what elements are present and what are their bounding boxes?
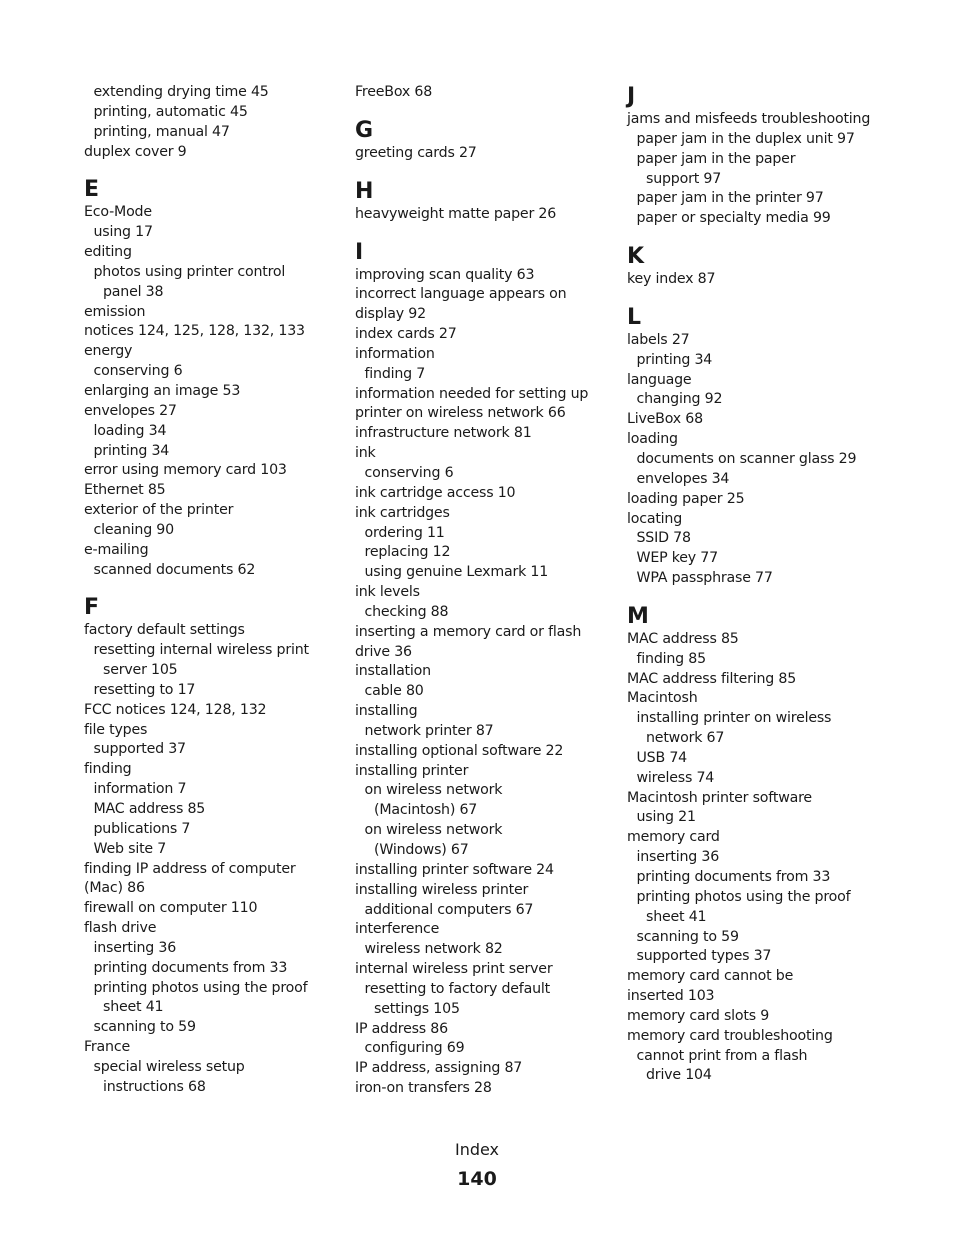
index-subentry: support 97: [646, 170, 722, 187]
index-entry: finding: [84, 761, 132, 778]
index-entry: language: [627, 371, 692, 388]
index-subentry: network printer 87: [364, 722, 494, 739]
index-subentry: panel 38: [103, 283, 164, 300]
index-entry: firewall on computer 110: [84, 900, 258, 917]
index-entry: finding IP address of computer: [84, 860, 296, 877]
index-entry: memory card: [627, 829, 720, 846]
index-entry: ink cartridges: [355, 504, 450, 521]
index-subentry: documents on scanner glass 29: [636, 450, 857, 467]
index-entry: display 92: [355, 306, 426, 323]
index-entry: Ethernet 85: [84, 482, 166, 499]
index-entry: information needed for setting up: [355, 385, 589, 402]
index-subentry: on wireless network: [364, 822, 503, 839]
index-entry: energy: [84, 343, 133, 360]
index-entry: FCC notices 124, 128, 132: [84, 701, 267, 718]
index-letter-heading: E: [84, 177, 100, 203]
index-subentry: resetting to 17: [93, 681, 196, 698]
index-subentry: on wireless network: [364, 782, 503, 799]
index-subentry: instructions 68: [103, 1078, 206, 1095]
index-subentry: server 105: [103, 662, 178, 679]
index-letter-heading: G: [355, 117, 374, 143]
index-subentry: checking 88: [364, 603, 449, 620]
index-subentry: additional computers 67: [364, 901, 534, 918]
index-subentry: SSID 78: [636, 530, 691, 547]
index-entry: IP address 86: [355, 1020, 448, 1037]
index-subentry: cleaning 90: [93, 521, 174, 538]
index-entry: internal wireless print server: [355, 961, 553, 978]
index-subentry: cannot print from a flash: [636, 1047, 808, 1064]
index-entry: infrastructure network 81: [355, 425, 532, 442]
index-entry: installing printer: [355, 762, 469, 779]
index-entry: heavyweight matte paper 26: [355, 205, 557, 222]
index-letter-heading: M: [627, 603, 649, 629]
index-entry: index cards 27: [355, 326, 457, 343]
index-subentry: publications 7: [93, 820, 191, 837]
index-subentry: USB 74: [636, 749, 687, 766]
index-entry: editing: [84, 244, 132, 261]
index-entry: enlarging an image 53: [84, 382, 241, 399]
index-subentry: scanned documents 62: [93, 561, 256, 578]
index-entry: printer on wireless network 66: [355, 405, 566, 422]
page-number: 140: [457, 1168, 497, 1190]
index-entry: drive 36: [355, 643, 412, 660]
index-entry: e-mailing: [84, 541, 149, 558]
index-entry: inserted 103: [627, 988, 715, 1005]
index-column-2: [355, 83, 617, 1099]
index-entry: ink cartridge access 10: [355, 484, 516, 501]
index-letter-heading: I: [355, 239, 364, 265]
index-subentry: changing 92: [636, 391, 723, 408]
index-subentry: WEP key 77: [636, 550, 718, 567]
index-subentry: resetting to factory default: [364, 980, 550, 997]
index-entry: installing: [355, 703, 418, 720]
index-entry: factory default settings: [84, 622, 245, 639]
index-subentry: envelopes 34: [636, 470, 730, 487]
index-subentry: loading 34: [93, 422, 167, 439]
index-entry: duplex cover 9: [84, 143, 187, 160]
index-entry: labels 27: [627, 331, 690, 348]
index-entry: exterior of the printer: [84, 502, 234, 519]
index-entry: notices 124, 125, 128, 132, 133: [84, 323, 305, 340]
index-entry: memory card cannot be: [627, 968, 794, 985]
index-entry: loading: [627, 431, 678, 448]
index-subentry: ordering 11: [364, 524, 445, 541]
index-entry: installing wireless printer: [355, 881, 529, 898]
index-entry: greeting cards 27: [355, 144, 477, 161]
index-subentry: resetting internal wireless print: [93, 642, 309, 659]
index-entry: locating: [627, 510, 683, 527]
index-subentry: supported types 37: [636, 948, 772, 965]
index-entry: loading paper 25: [627, 490, 745, 507]
index-subentry: photos using printer control: [93, 263, 286, 280]
index-entry: emission: [84, 303, 146, 320]
index-entry: Eco-Mode: [84, 204, 152, 221]
index-entry: file types: [84, 721, 148, 738]
index-subentry: printing photos using the proof: [636, 888, 851, 905]
index-subentry: sheet 41: [646, 908, 707, 925]
index-subentry: special wireless setup: [93, 1058, 245, 1075]
index-entry: information: [355, 345, 435, 362]
index-subentry: (Macintosh) 67: [374, 802, 478, 819]
index-subentry: printing, manual 47: [93, 123, 230, 140]
index-subentry: drive 104: [646, 1067, 712, 1084]
index-subentry: wireless network 82: [364, 941, 503, 958]
index-subentry: using 21: [636, 809, 696, 826]
index-subentry: settings 105: [374, 1000, 460, 1017]
index-subentry: extending drying time 45: [93, 84, 269, 100]
index-entry: FreeBox 68: [355, 84, 433, 100]
index-letter-heading: J: [627, 84, 636, 109]
index-subentry: inserting 36: [93, 939, 177, 956]
index-letter-heading: H: [355, 178, 374, 204]
index-entry: LiveBox 68: [627, 411, 703, 428]
footer-section-label: Index: [454, 1140, 500, 1159]
index-subentry: printing, automatic 45: [93, 103, 248, 120]
index-subentry: using genuine Lexmark 11: [364, 564, 549, 581]
index-entry: incorrect language appears on: [355, 286, 567, 303]
index-entry: Macintosh: [627, 690, 698, 707]
index-subentry: configuring 69: [364, 1040, 465, 1057]
index-entry: jams and misfeeds troubleshooting: [627, 111, 871, 127]
index-subentry: inserting 36: [636, 849, 720, 866]
index-entry: error using memory card 103: [84, 462, 287, 479]
index-subentry: scanning to 59: [636, 928, 739, 945]
index-letter-heading: K: [627, 244, 645, 270]
index-subentry: replacing 12: [364, 544, 451, 561]
index-subentry: conserving 6: [364, 464, 454, 481]
index-subentry: WPA passphrase 77: [636, 570, 773, 587]
index-entry: flash drive: [84, 920, 157, 937]
index-column-3: [627, 83, 877, 1086]
index-subentry: using 17: [93, 224, 153, 241]
index-entry: memory card troubleshooting: [627, 1027, 833, 1044]
index-subentry: installing printer on wireless: [636, 710, 832, 727]
index-subentry: Web site 7: [93, 840, 167, 857]
index-entry: memory card slots 9: [627, 1007, 770, 1024]
index-entry: MAC address filtering 85: [627, 670, 797, 687]
index-column-1: [84, 83, 346, 1098]
index-entry: interference: [355, 921, 440, 938]
index-subentry: cable 80: [364, 683, 424, 700]
index-entry: installing optional software 22: [355, 742, 564, 759]
index-subentry: paper or specialty media 99: [636, 210, 831, 227]
index-entry: France: [84, 1039, 130, 1056]
index-subentry: wireless 74: [636, 769, 715, 786]
index-entry: ink: [355, 445, 376, 462]
index-entry: improving scan quality 63: [355, 266, 535, 283]
index-subentry: printing 34: [93, 442, 170, 459]
index-subentry: paper jam in the paper: [636, 150, 796, 167]
index-letter-heading: L: [627, 304, 642, 330]
index-subentry: (Windows) 67: [374, 842, 469, 858]
index-subentry: information 7: [93, 781, 187, 798]
index-subentry: conserving 6: [93, 363, 183, 380]
index-entry: inserting a memory card or flash: [355, 623, 582, 640]
index-subentry: MAC address 85: [93, 801, 206, 817]
index-subentry: paper jam in the duplex unit 97: [636, 130, 855, 147]
index-entry: (Mac) 86: [84, 880, 145, 897]
index-subentry: paper jam in the printer 97: [636, 190, 824, 207]
index-subentry: supported 37: [93, 741, 186, 758]
index-entry: key index 87: [627, 271, 716, 288]
index-subentry: printing documents from 33: [636, 869, 831, 885]
index-entry: installing printer software 24: [355, 861, 554, 878]
index-entry: IP address, assigning 87: [355, 1060, 523, 1077]
index-entry: iron-on transfers 28: [355, 1080, 492, 1097]
index-entry: envelopes 27: [84, 402, 177, 419]
index-subentry: finding 85: [636, 650, 706, 667]
index-letter-heading: F: [84, 595, 100, 621]
index-subentry: sheet 41: [103, 999, 164, 1016]
index-entry: ink levels: [355, 584, 420, 601]
index-entry: Macintosh printer software: [627, 789, 812, 806]
index-subentry: printing 34: [636, 351, 713, 368]
index-subentry: printing documents from 33: [93, 959, 288, 976]
index-subentry: network 67: [646, 730, 725, 747]
index-subentry: scanning to 59: [93, 1019, 196, 1036]
index-subentry: printing photos using the proof: [93, 979, 308, 996]
index-subentry: finding 7: [364, 365, 426, 382]
index-entry: installation: [355, 663, 431, 680]
index-entry: MAC address 85: [627, 630, 739, 647]
